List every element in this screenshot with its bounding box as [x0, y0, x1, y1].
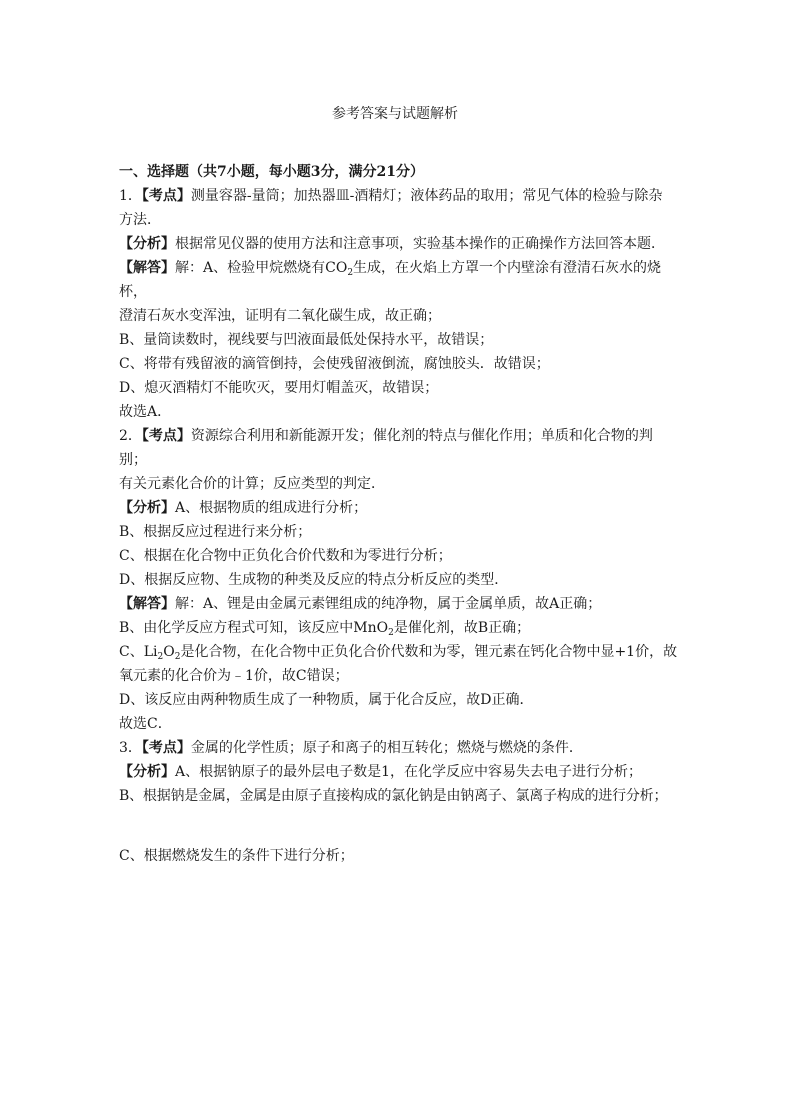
q2-jieda [119, 592, 679, 616]
fenxi-label: 【分析】 [119, 500, 175, 516]
q3-kaodian-text: 金属的化学性质；原子和离子的相互转化；燃烧与燃烧的条件． [190, 740, 583, 756]
q1-jieda-text: 解：A、检验甲烷燃烧有CO [175, 260, 348, 276]
question-number: 1． [119, 188, 142, 204]
q1-jieda-line2: 澄清石灰水变浑浊，证明有二氧化碳生成，故正确； [119, 308, 441, 324]
q1-jieda-text-cont: 生成，在火焰上方罩一个内壁涂有澄清石灰水的烧杯， [119, 260, 662, 300]
q2-option-c-line2: 氧元素的化合价为﹣1价，故C错误； [119, 668, 349, 684]
question-number: 2． [119, 428, 142, 444]
q3-fenxi [119, 760, 679, 784]
paragraph-gap [119, 808, 679, 832]
q2-kaodian-cont: 有关元素化合价的计算；反应类型的判定． [119, 476, 385, 492]
q2-jieda-a: 解：A、锂是由金属元素锂组成的纯净物，属于金属单质，故A正确； [175, 596, 602, 612]
q2-c-text: C、Li [119, 644, 158, 660]
q2-fenxi-c: C、根据在化合物中正负化合价代数和为零进行分析； [119, 548, 452, 564]
subscript: 2 [157, 652, 164, 662]
q2-answer: 故选C． [119, 716, 172, 732]
q2-c-element: O [163, 644, 175, 660]
q2-fenxi-b: B、根据反应过程进行来分析； [119, 524, 312, 540]
q1-answer: 故选A． [119, 404, 172, 420]
q1-option-b: B、量筒读数时，视线要与凹液面最低处保持水平，故错误； [119, 332, 494, 348]
q1-jieda [119, 256, 679, 304]
q2-b-text: B、由化学反应方程式可知，该反应中MnO [119, 620, 389, 636]
jieda-label: 【解答】 [119, 260, 175, 276]
q2-option-b [119, 616, 679, 640]
q1-fenxi-text: 根据常见仪器的使用方法和注意事项，实验基本操作的正确操作方法回答本题． [175, 236, 665, 252]
q1-option-d: D、熄灭酒精灯不能吹灭，要用灯帽盖灭，故错误； [119, 380, 439, 396]
q2-fenxi [119, 496, 679, 520]
q2-fenxi-d: D、根据反应物、生成物的种类及反应的特点分析反应的类型． [119, 572, 509, 588]
q2-c-text-cont: 是化合物，在化合物中正负化合价代数和为零，锂元素在钙化合物中显+1价，故 [180, 644, 678, 660]
q2-kaodian [119, 424, 679, 472]
subscript: 2 [347, 268, 354, 278]
q1-option-c: C、将带有残留液的滴管倒持，会使残留液倒流，腐蚀胶头．故错误； [119, 356, 550, 372]
q1-kaodian-cont: 方法． [119, 212, 161, 228]
q3-fenxi-c: C、根据燃烧发生的条件下进行分析； [119, 848, 354, 864]
kaodian-label: 【考点】 [141, 188, 191, 204]
subscript: 2 [388, 628, 394, 638]
page-title: 参考答案与试题解析 [332, 106, 458, 122]
q2-b-text-cont: 是催化剂，故B正确； [393, 620, 531, 636]
q3-kaodian [119, 736, 679, 760]
fenxi-label: 【分析】 [119, 764, 175, 780]
kaodian-label: 【考点】 [141, 428, 191, 444]
q2-option-d: D、该反应由两种物质生成了一种物质，属于化合反应，故D正确． [119, 692, 534, 708]
q1-kaodian-text: 测量容器-量筒；加热器皿-酒精灯；液体药品的取用；常见气体的检验与除杂 [190, 188, 663, 204]
jieda-label: 【解答】 [119, 596, 175, 612]
subscript: 2 [174, 652, 181, 662]
q2-fenxi-a: A、根据物质的组成进行分析； [175, 500, 368, 516]
kaodian-label: 【考点】 [141, 740, 191, 756]
answer-content [119, 160, 679, 868]
q2-kaodian-text: 资源综合利用和新能源开发；催化剂的特点与催化作用；单质和化合物的判别； [119, 428, 653, 468]
q3-fenxi-a: A、根据钠原子的最外层电子数是1，在化学反应中容易失去电子进行分析； [175, 764, 643, 780]
fenxi-label: 【分析】 [119, 236, 175, 252]
q3-fenxi-b: B、根据钠是金属，金属是由原子直接构成的氯化钠是由钠离子、氯离子构成的进行分析； [119, 788, 668, 804]
q2-option-c [119, 640, 679, 664]
question-number: 3． [119, 740, 142, 756]
section-heading: 一、选择题（共7小题，每小题3分，满分21分） [119, 164, 424, 180]
q1-fenxi [119, 232, 679, 256]
q1-kaodian [119, 184, 679, 208]
